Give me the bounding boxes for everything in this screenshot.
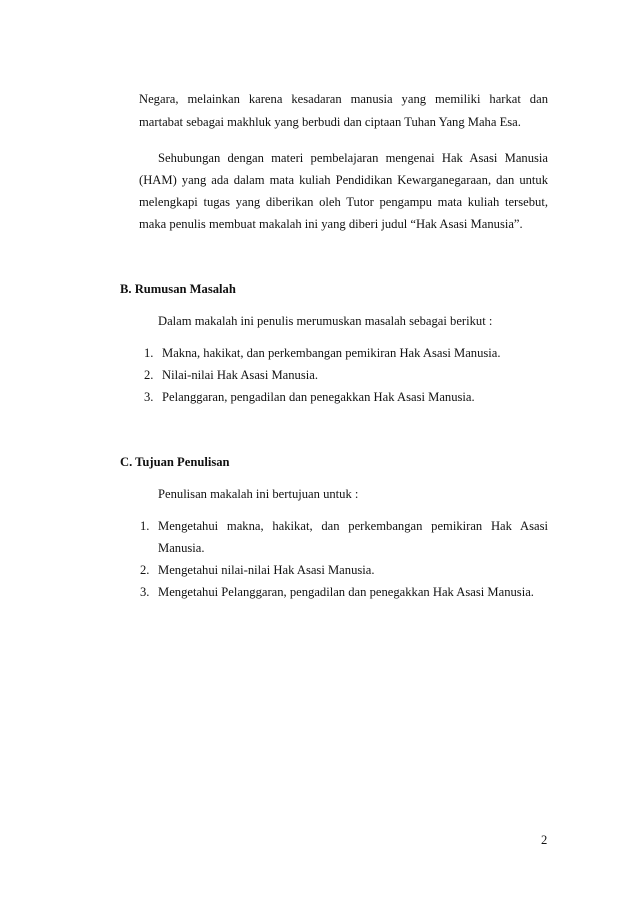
page-number: 2 <box>541 833 548 847</box>
para2-line-1: Sehubungan dengan materi pembelajaran mengenai Hak Asasi Manusia <box>158 151 548 165</box>
section-c-item-1-line-1: Mengetahui makna, hakikat, dan perkembangan pemikiran Hak Asasi <box>158 519 548 533</box>
section-b-heading: B. Rumusan Masalah <box>120 282 236 296</box>
section-c-item-2: Mengetahui nilai-nilai Hak Asasi Manusia. <box>158 563 375 577</box>
section-c-item-1-line-2: Manusia. <box>158 541 205 555</box>
section-c-heading: C. Tujuan Penulisan <box>120 455 230 469</box>
para2-line-3: melengkapi tugas yang diberikan oleh Tutor pengampu mata kuliah tersebut, <box>139 195 548 209</box>
section-c-item-2-number: 2. <box>140 563 150 577</box>
para2-line-4: maka penulis membuat makalah ini yang diberi judul “Hak Asasi Manusia”. <box>139 217 523 231</box>
section-b-item-3: Pelanggaran, pengadilan dan penegakkan Hak Asasi Manusia. <box>162 390 475 404</box>
section-b-item-3-number: 3. <box>144 390 154 404</box>
section-c-item-3: Mengetahui Pelanggaran, pengadilan dan penegakkan Hak Asasi Manusia. <box>158 585 534 599</box>
section-c-item-3-number: 3. <box>140 585 150 599</box>
section-b-item-1: Makna, hakikat, dan perkembangan pemikiran Hak Asasi Manusia. <box>162 346 501 360</box>
para2-line-2: (HAM) yang ada dalam mata kuliah Pendidikan Kewarganegaraan, dan untuk <box>139 173 548 187</box>
section-c-item-1-number: 1. <box>140 519 150 533</box>
section-b-item-1-number: 1. <box>144 346 154 360</box>
section-b-intro: Dalam makalah ini penulis merumuskan masalah sebagai berikut : <box>158 314 493 328</box>
section-b-item-2-number: 2. <box>144 368 154 382</box>
intro-line-1: Negara, melainkan karena kesadaran manusia yang memiliki harkat dan <box>139 92 548 106</box>
intro-line-2: martabat sebagai makhluk yang berbudi dan ciptaan Tuhan Yang Maha Esa. <box>139 115 521 129</box>
section-b-item-2: Nilai-nilai Hak Asasi Manusia. <box>162 368 318 382</box>
section-c-intro: Penulisan makalah ini bertujuan untuk : <box>158 487 359 501</box>
